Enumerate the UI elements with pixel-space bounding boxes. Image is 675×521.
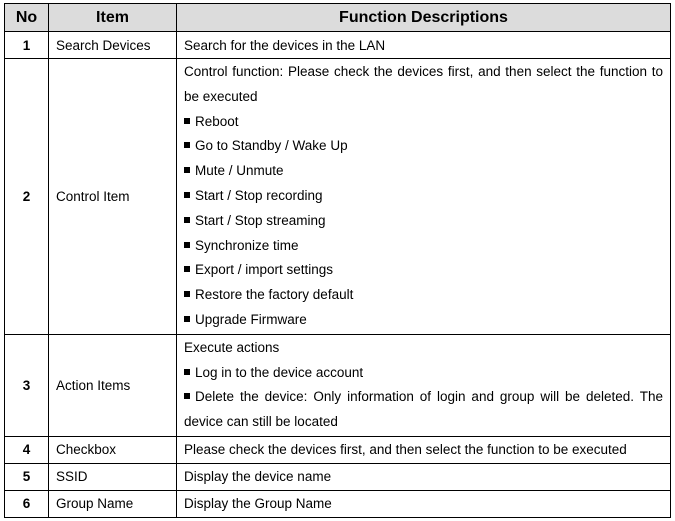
bullet-item: Export / import settings: [184, 258, 663, 283]
row-item: Action Items: [49, 334, 177, 436]
desc-intro: Execute actions: [184, 339, 280, 355]
row-no: 1: [5, 32, 49, 59]
header-item: Item: [49, 4, 177, 32]
row-item: Search Devices: [49, 32, 177, 59]
bullet-item: Mute / Unmute: [184, 159, 663, 184]
table-row: [5, 32, 671, 59]
row-desc: Display the Group Name: [177, 490, 671, 517]
bullet-item: Reboot: [184, 110, 663, 135]
row-no: 4: [5, 436, 49, 463]
bullet-item: Start / Stop recording: [184, 184, 663, 209]
row-desc: Please check the devices first, and then select the function to be executed: [177, 436, 671, 463]
function-table: [4, 3, 671, 518]
row-no: 5: [5, 463, 49, 490]
header-row: [5, 4, 671, 32]
row-no: 3: [5, 334, 49, 436]
row-item: Group Name: [49, 490, 177, 517]
row-item: Control Item: [49, 59, 177, 335]
bullet-item: Restore the factory default: [184, 283, 663, 308]
row-item: Checkbox: [49, 436, 177, 463]
bullet-item: Log in to the device account: [184, 361, 663, 386]
row-desc: [177, 334, 671, 436]
row-desc: Display the device name: [177, 463, 671, 490]
header-desc: Function Descriptions: [177, 4, 671, 32]
desc-intro: Control function: Please check the devices first, and then select the function to be executed: [184, 64, 663, 104]
row-desc: Search for the devices in the LAN: [177, 32, 671, 59]
bullet-item: Delete the device: Only information of login and group will be deleted. The device can still be located: [184, 385, 663, 435]
table-row: [5, 490, 671, 517]
table-row: [5, 59, 671, 335]
table-row: [5, 334, 671, 436]
row-item: SSID: [49, 463, 177, 490]
bullet-item: Synchronize time: [184, 234, 663, 259]
header-no: No: [5, 4, 49, 32]
table-row: [5, 436, 671, 463]
row-desc: [177, 59, 671, 335]
table-row: [5, 463, 671, 490]
row-no: 6: [5, 490, 49, 517]
bullet-item: Upgrade Firmware: [184, 308, 663, 333]
bullet-item: Start / Stop streaming: [184, 209, 663, 234]
bullet-item: Go to Standby / Wake Up: [184, 134, 663, 159]
row-no: 2: [5, 59, 49, 335]
